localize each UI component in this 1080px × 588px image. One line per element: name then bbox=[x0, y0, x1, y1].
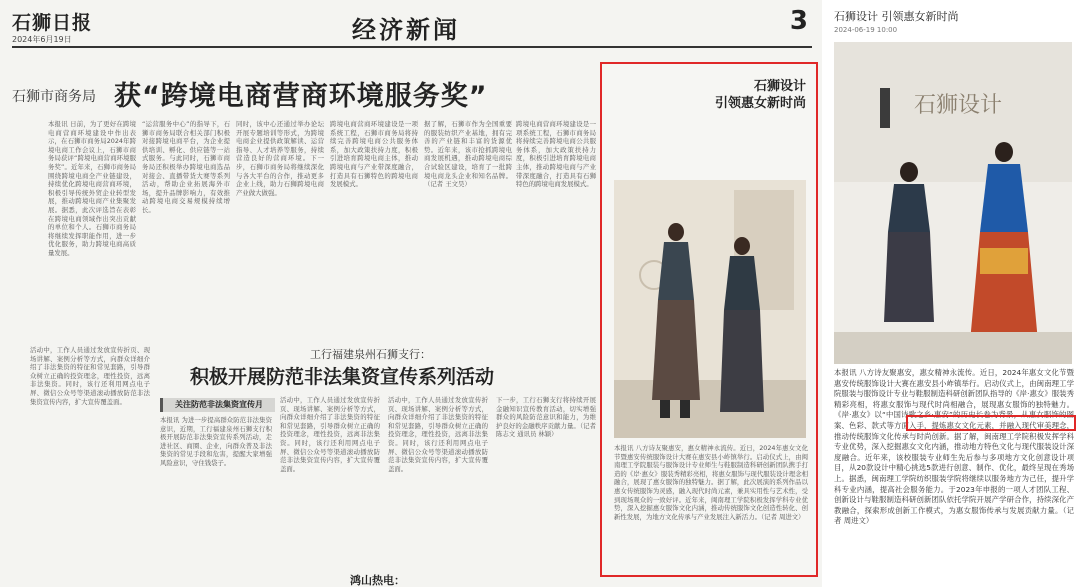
article-2-column-3: 活动中，工作人员通过发放宣传折页、现场讲解、案例分析等方式，向群众详细介绍了非法集资的特征和常见套路，引导群众树立正确的投资理念，理性投资，远离非法集资。同时，该行还利用网点电子屏、微信公众号等渠道滚动播放防范非法集资宣传内容，扩大宣传覆盖面。 bbox=[388, 396, 488, 473]
online-article-photo bbox=[834, 42, 1072, 364]
article-1-column-1: 本报讯 日前，为了更好在跨境电商营商环境建设中作出表示，在石狮市商务局2024年跨境电商工作会议上，石狮市商务局获评“跨境电商营商环境服务奖”。近年来，石狮市商务局围绕跨境电商全产业链建设，持续优化跨境电商营商环境，积极引导传统外贸企业转型发展，推动跨境电商产业集聚发展。据悉，此次评选旨在表彰在跨境电商领域作出突出贡献的单位和个人。石狮市商务局将继续发挥职能作用，进一步优化服务，助力跨境电商高质量发展。 bbox=[48, 120, 136, 257]
article-2-column-2: 活动中，工作人员通过发放宣传折页、现场讲解、案例分析等方式，向群众详细介绍了非法集资的特征和常见套路，引导群众树立正确的投资理念，理性投资，远离非法集资。同时，该行还利用网点电子屏、微信公众号等渠道滚动播放防范非法集资宣传内容，扩大宣传覆盖面。 bbox=[280, 396, 380, 473]
highlighted-title-line-2: 引领惠女新时尚 bbox=[714, 96, 806, 111]
highlighted-article-body: 本报讯 八方诗友聚惠安，惠女精神永流传。近日，2024年惠女文化节暨惠安传统服饰设计大赛在惠安县小岞镇举行。启动仪式上，由闽南理工学院服装与服饰设计专业师生与鞋服制造科研创新团队携手打造的《岸·惠女》服装秀精彩亮相，将惠女服饰与现代服装设计理念相融合，展现了惠女服饰的独特魅力。据了解，此次展演的系列作品以惠女传统服饰为灵感，融入现代时尚元素，兼具实用性与艺术性，受到现场观众的一致好评。近年来，闽南理工学院积极发挥学科专业优势，深入挖掘惠女服饰文化内涵，推动传统服饰文化创造性转化、创新性发展，为地方文化传承与产业发展注入新活力。（记者 周进文） bbox=[614, 444, 808, 521]
highlighted-title-line-1: 石狮设计 bbox=[753, 79, 806, 94]
headline-2-main: 积极开展防范非法集资宣传系列活动 bbox=[190, 366, 495, 388]
online-article-body: 本报讯 八方诗友聚惠安，惠女精神永流传。近日，2024年惠女文化节暨惠安传统服饰设计大赛在惠安县小岞镇举行。启动仪式上，由闽南理工学院服装与服饰设计专业与鞋服制造科研创新团队指导的《岸·惠女》服装秀精彩亮相，将惠女服饰与现代时尚相融合，展现惠女服饰的独特魅力。《岸·惠女》以“中国诗歌之乡·惠安”的历史长卷为背景，从惠女服饰的图案、色彩、款式等方面入手，提炼惠女文化元素，并融入现代审美理念，推动传统服饰文化传承与时尚创新。据了解，闽南理工学院积极发挥学科专业优势，深入挖掘惠女文化内涵，推动地方特色文化与现代服装设计深度融合。近年来，该校服装专业师生先后参与多项地方文化创意设计项目，从20款设计中精心挑选5款进行创意、制作、优化，最终呈现在秀场上。据悉，闽南理工学院纺织服装学院将继续以服务地方为己任，提升学科专业内涵，提高社会服务能力。于2023年申报的一项人才团队工程、创新设计与鞋服制造科研创新团队依托学院开展产学研合作，持续深化产教融合，探索形成创新工作模式，为惠女服饰传承与发展贡献力量。（记者 周进文） bbox=[834, 368, 1074, 526]
left-brief-column: 活动中，工作人员通过发放宣传折页、现场讲解、案例分析等方式，向群众详细介绍了非法集资的特征和常见套路，引导群众树立正确的投资理念，理性投资，远离非法集资。同时，该行还利用网点电子屏、微信公众号等渠道滚动播放防范非法集资宣传内容，扩大宣传覆盖面。 bbox=[30, 346, 150, 406]
backdrop-lettering: 石狮设计 bbox=[914, 93, 1003, 118]
article-1-column-4: 跨境电商营商环境建设是一项系统工程，石狮市商务局将持续完善跨境电商公共服务体系，加大政策扶持力度，积极引进培育跨境电商主体，推动跨境电商与产业带深度融合，打造具有石狮特色的跨境电商发展模式。 bbox=[330, 120, 418, 189]
article-2-column-1: 本报讯 为进一步提高群众防范非法集资意识，近期，工行福建泉州石狮支行积极开展防范非法集资宣传系列活动，走进社区、商圈、企业，向群众普及非法集资的常见手段和危害，提醒大家增强风险意识，守住钱袋子。 bbox=[160, 416, 272, 467]
online-article bbox=[822, 0, 1080, 587]
box-heading: 关注防范非法集资宣传月 bbox=[160, 398, 275, 412]
issue-date: 2024年6月19日 bbox=[12, 35, 72, 44]
article-2-column-4: 下一步，工行石狮支行将持续开展金融知识宣传教育活动，切实增强群众的风险防范意识和能力，为维护良好的金融秩序贡献力量。（记者 陈志文 通讯员 林颖） bbox=[496, 396, 596, 439]
text-highlight-box bbox=[906, 415, 1076, 431]
headline-2-prefix: 工行福建泉州石狮支行： bbox=[310, 348, 431, 361]
article-1-column-2: “运营服务中心”的指导下，石狮市商务局联合相关部门积极对接跨境电商平台，为企业提供培训、孵化、供应链等一站式服务。与此同时，石狮市商务局还积极举办跨境电商选品对接会、直播带货大赛等系列活动，帮助企业拓展海外市场，提升品牌影响力，有效推动跨境电商交易规模持续增长。 bbox=[142, 120, 230, 214]
online-article-date: 2024-06-19 10:00 bbox=[834, 26, 898, 34]
article-1-column-5: 据了解，石狮市作为全国重要的服装纺织产业基地，拥有完善的产业链和丰富的货源优势。近年来，该市抢抓跨境电商发展机遇，推动跨境电商综合试验区建设，培育了一批跨境电商龙头企业和知名品牌。（记者 王文昊） bbox=[424, 120, 512, 189]
newspaper-name: 石狮日报 bbox=[12, 12, 93, 34]
fashion-show-photo-art bbox=[834, 42, 1072, 364]
highlighted-article bbox=[600, 62, 818, 577]
headline-1-main: 获“跨境电商营商环境服务奖” bbox=[114, 81, 488, 112]
runway-photo-art bbox=[614, 180, 806, 438]
headline-1 bbox=[12, 74, 592, 114]
section-title: 经济新闻 bbox=[352, 16, 460, 44]
article-1-column-6: 跨境电商营商环境建设是一项系统工程，石狮市商务局将持续完善跨境电商公共服务体系，加大政策扶持力度，积极引进培育跨境电商主体，推动跨境电商与产业带深度融合，打造具有石狮特色的跨境电商发展模式。 bbox=[516, 120, 596, 189]
page-number: 3 bbox=[789, 6, 808, 36]
highlighted-article-title bbox=[715, 78, 806, 112]
headline-2 bbox=[160, 346, 600, 391]
masthead bbox=[12, 4, 812, 48]
online-article-title: 石狮设计 引领惠女新时尚 bbox=[834, 10, 959, 23]
headline-1-prefix: 石狮市商务局 bbox=[12, 89, 96, 105]
runway-photo bbox=[614, 180, 806, 438]
bottom-headline: 鸿山热电： bbox=[350, 574, 405, 587]
article-1-column-3: 同时，该中心还通过举办论坛开展专题培训等形式，为跨境电商企业提供政策解读、运营指导、人才培养等服务，持续营造良好的营商环境。下一步，石狮市商务局将继续深化与各大平台的合作，推动更多企业上线，助力石狮跨境电商产业做大做强。 bbox=[236, 120, 324, 197]
